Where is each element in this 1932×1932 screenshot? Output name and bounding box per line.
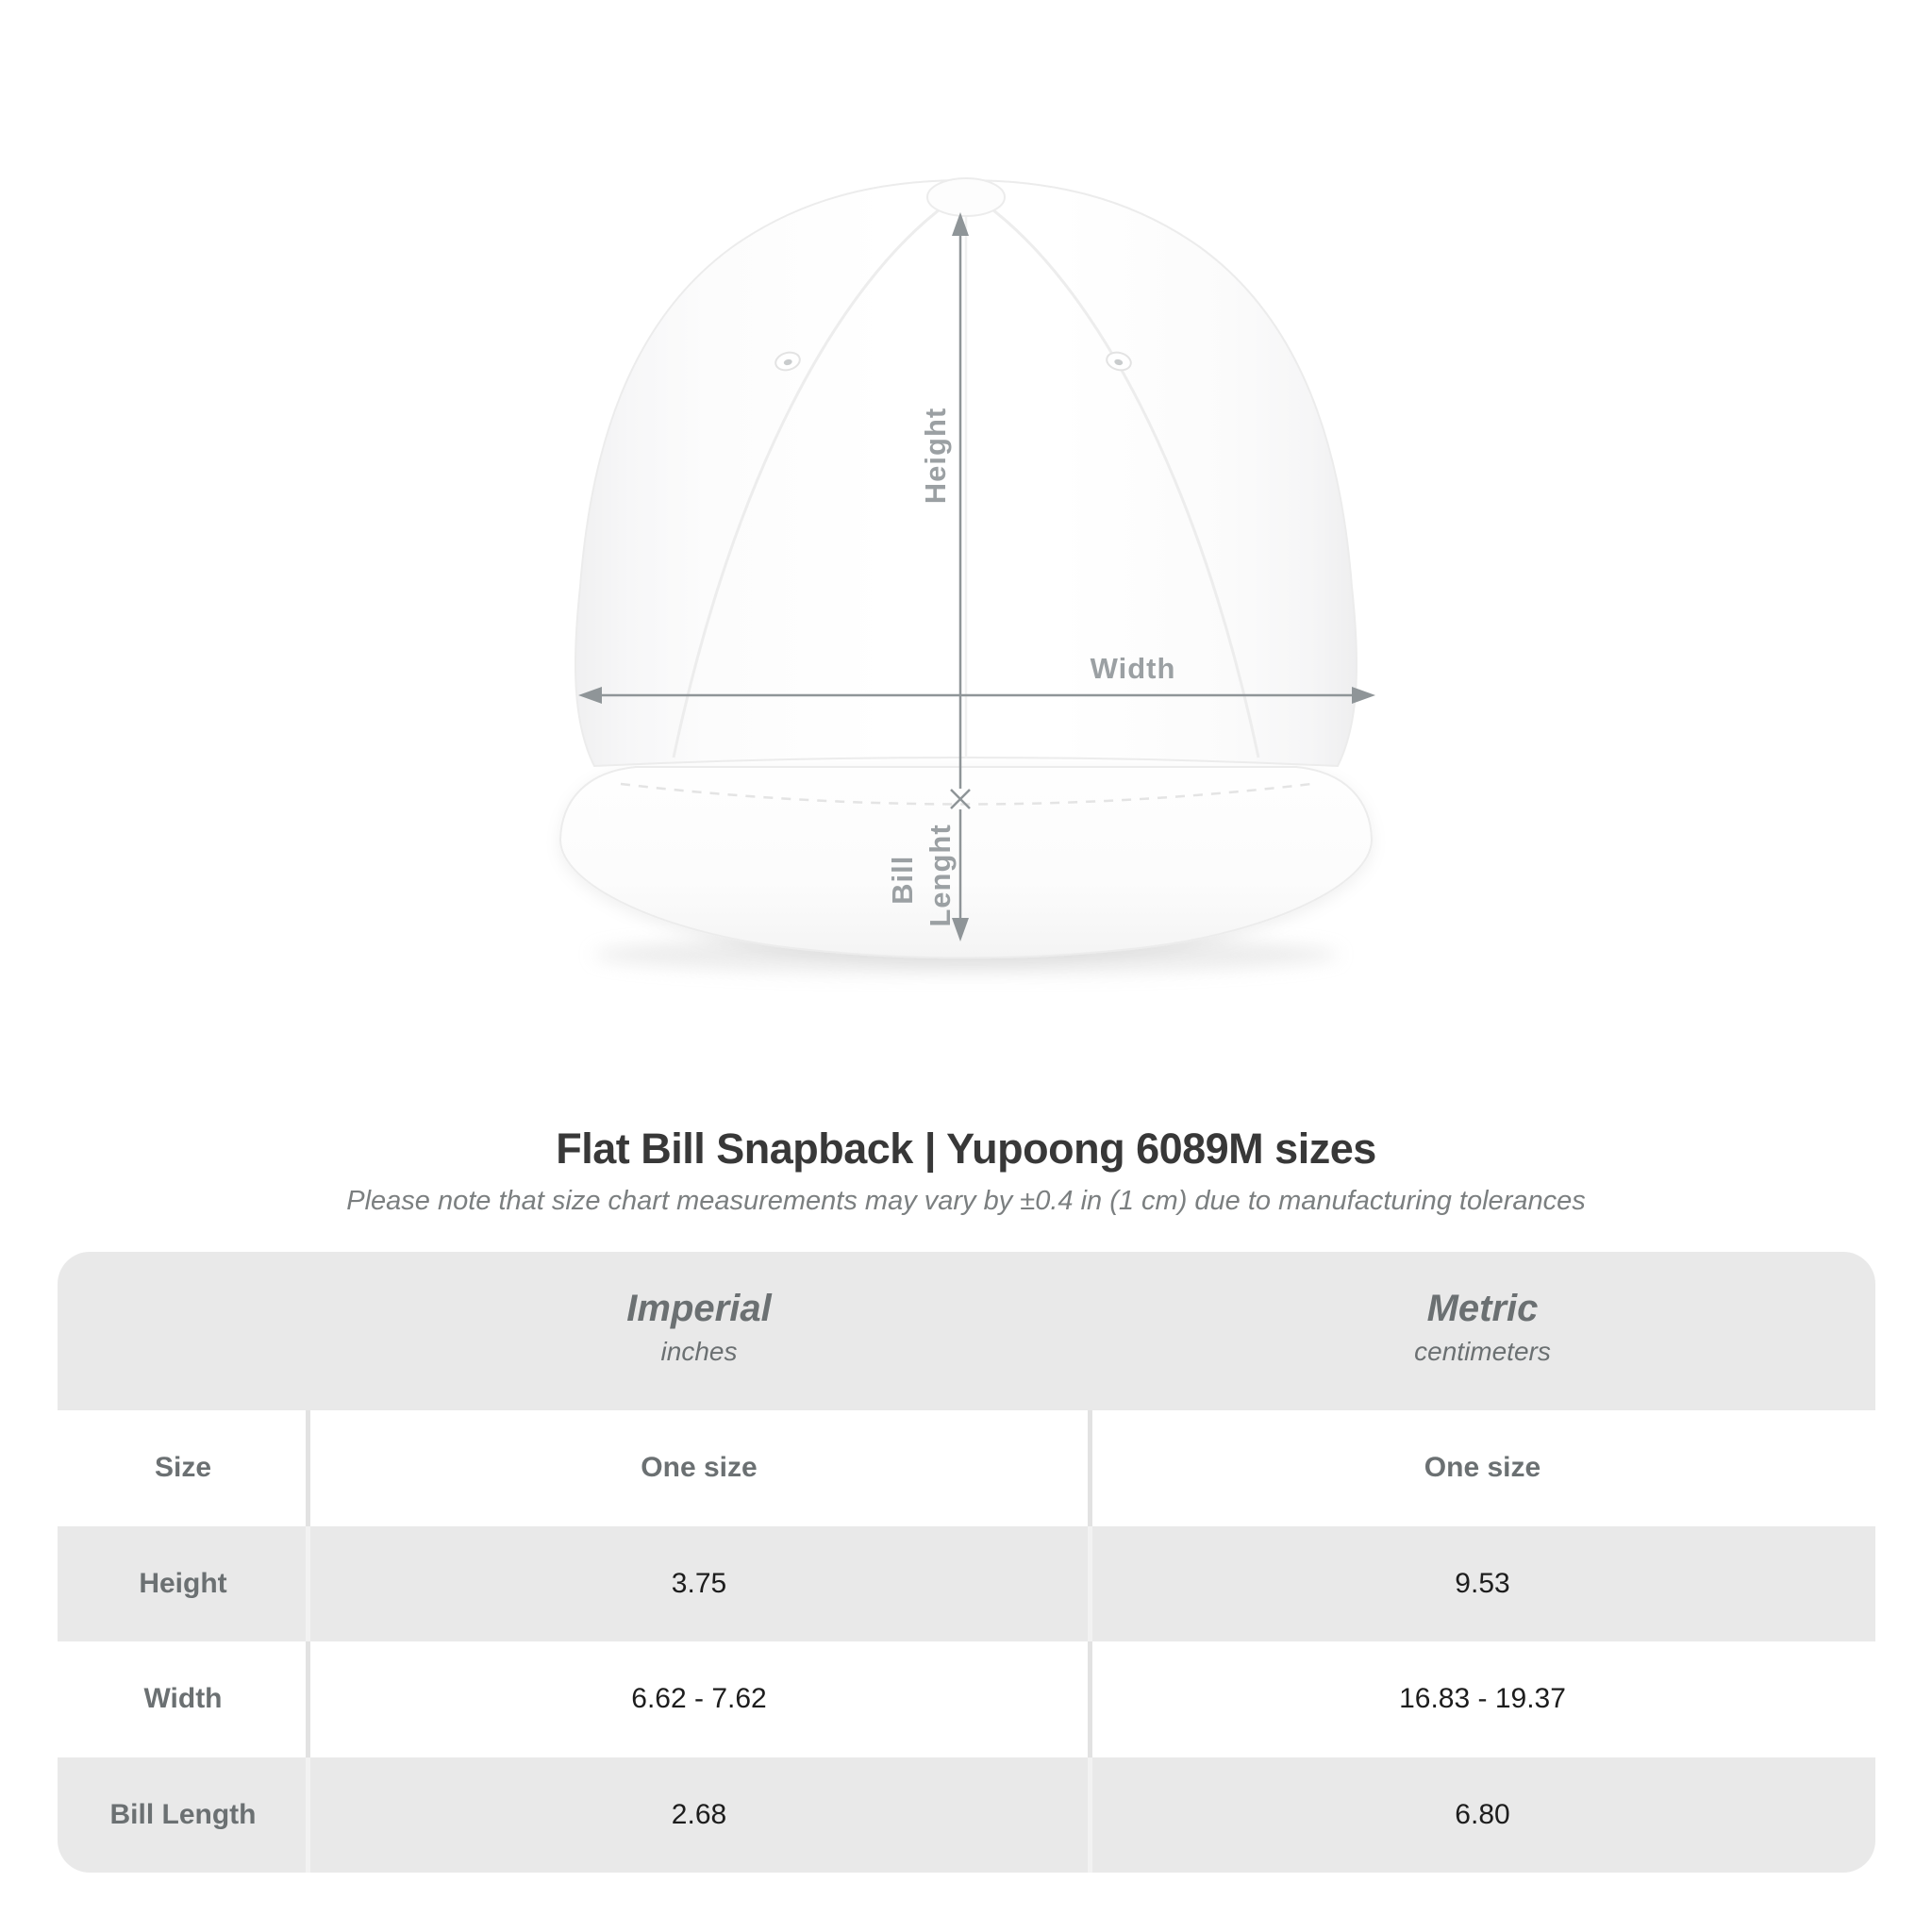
bill-length-label-line2: Lenght: [924, 824, 957, 927]
size-table: [58, 1252, 1875, 1873]
table-row-size: [58, 1410, 1875, 1526]
column-header-imperial: [308, 1252, 1090, 1410]
height-metric-value: 9.53: [1455, 1567, 1510, 1599]
hat-diagram: [519, 132, 1424, 1000]
metric-column-unit: centimeters: [1414, 1337, 1551, 1366]
bill-length-imperial-value: 2.68: [671, 1798, 727, 1830]
imperial-column-unit: inches: [660, 1337, 738, 1366]
size-imperial-value: One size: [641, 1452, 758, 1484]
column-divider: [1088, 1757, 1092, 1874]
tolerance-note: Please note that size chart measurements may vary by ±0.4 in (1 cm) due to manufacturing tolerances: [346, 1186, 1586, 1216]
width-dimension-label: Width: [1090, 652, 1176, 685]
height-dimension-label: Height: [919, 407, 952, 505]
hat-bill: [560, 767, 1372, 958]
column-divider: [306, 1410, 310, 1526]
column-divider: [1088, 1526, 1092, 1642]
height-imperial-value: 3.75: [671, 1567, 727, 1599]
column-divider: [1088, 1410, 1092, 1526]
hat-button: [927, 178, 1005, 216]
metric-column-title: Metric: [1426, 1288, 1539, 1329]
bill-length-label-line1: Bill: [886, 855, 919, 905]
row-label-size: Size: [154, 1452, 212, 1484]
row-label-width: Width: [143, 1683, 223, 1715]
title-block: [0, 1124, 1932, 1217]
column-divider: [306, 1526, 310, 1642]
table-row-bill-length: [58, 1757, 1875, 1874]
table-header: [58, 1252, 1875, 1410]
size-metric-value: One size: [1424, 1452, 1541, 1484]
snapback-hat-illustration: [519, 132, 1424, 1000]
width-imperial-value: 6.62 - 7.62: [631, 1683, 767, 1715]
column-divider: [306, 1757, 310, 1874]
column-divider: [1088, 1641, 1092, 1757]
row-label-height: Height: [139, 1567, 227, 1599]
bill-length-metric-value: 6.80: [1455, 1798, 1510, 1830]
table-row-width: [58, 1641, 1875, 1757]
imperial-column-title: Imperial: [626, 1288, 772, 1329]
page-title: Flat Bill Snapback | Yupoong 6089M sizes: [556, 1124, 1376, 1173]
width-metric-value: 16.83 - 19.37: [1399, 1683, 1566, 1715]
table-row-height: [58, 1526, 1875, 1642]
row-label-bill-length: Bill Length: [109, 1798, 257, 1830]
column-divider: [306, 1641, 310, 1757]
column-header-metric: [1090, 1252, 1875, 1410]
